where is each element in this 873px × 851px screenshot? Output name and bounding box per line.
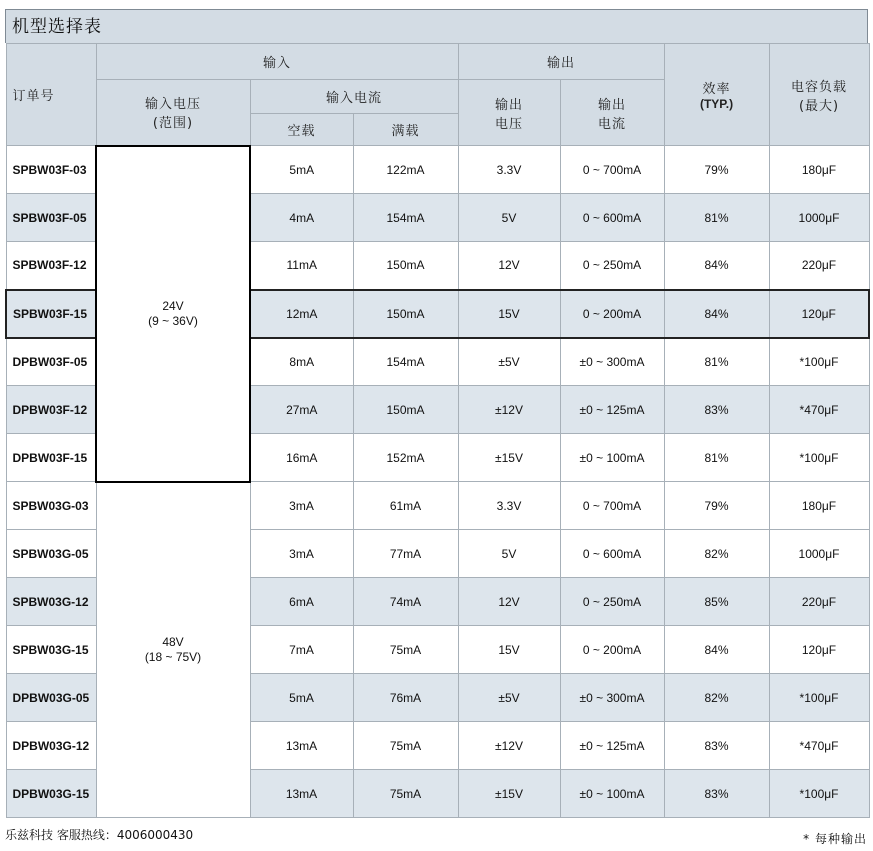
model-cell: DPBW03G-05 [6, 674, 96, 722]
efficiency-cell: 83% [664, 770, 769, 818]
output-current-cell: 0 ~ 200mA [560, 290, 664, 338]
cap-load-cell: 1000μF [769, 530, 869, 578]
model-cell: DPBW03F-15 [6, 434, 96, 482]
output-current-cell: 0 ~ 600mA [560, 194, 664, 242]
cap-load-cell: 220μF [769, 578, 869, 626]
no-load-cell: 3mA [250, 482, 353, 530]
model-cell: DPBW03G-15 [6, 770, 96, 818]
output-current-cell: 0 ~ 700mA [560, 146, 664, 194]
cap-load-cell: 220μF [769, 242, 869, 290]
model-cell: DPBW03F-12 [6, 386, 96, 434]
no-load-cell: 6mA [250, 578, 353, 626]
input-voltage-value: 48V [162, 634, 184, 649]
header-output-current [560, 80, 664, 146]
efficiency-cell: 81% [664, 338, 769, 386]
header-output-voltage-l2: 电压 [494, 116, 523, 132]
efficiency-cell: 84% [664, 626, 769, 674]
table-row [6, 146, 869, 194]
table-title: 机型选择表 [5, 9, 868, 43]
cap-load-cell: *470μF [769, 386, 869, 434]
full-load-cell: 76mA [353, 674, 458, 722]
full-load-cell: 154mA [353, 338, 458, 386]
header-input: 输入 [96, 44, 458, 80]
efficiency-cell: 81% [664, 194, 769, 242]
cap-load-cell: *100μF [769, 434, 869, 482]
header-output: 输出 [458, 44, 664, 80]
efficiency-cell: 84% [664, 242, 769, 290]
footer-hotline: 乐兹科技 客服热线：4006000430 [5, 828, 194, 842]
header-efficiency-typ: (TYP.) [699, 97, 734, 111]
output-voltage-cell: ±15V [458, 770, 560, 818]
no-load-cell: 4mA [250, 194, 353, 242]
output-voltage-cell: 5V [458, 530, 560, 578]
output-voltage-cell: 12V [458, 242, 560, 290]
cap-load-cell: 120μF [769, 626, 869, 674]
full-load-cell: 75mA [353, 770, 458, 818]
output-voltage-cell: ±12V [458, 722, 560, 770]
header-output-voltage-l1: 输出 [494, 97, 523, 113]
header-output-current-l2: 电流 [598, 116, 627, 132]
output-voltage-cell: 15V [458, 290, 560, 338]
efficiency-cell: 79% [664, 146, 769, 194]
model-cell: SPBW03F-12 [6, 242, 96, 290]
model-cell: SPBW03G-15 [6, 626, 96, 674]
no-load-cell: 12mA [250, 290, 353, 338]
table-row [6, 482, 869, 530]
output-voltage-cell: ±5V [458, 338, 560, 386]
full-load-cell: 75mA [353, 626, 458, 674]
cap-load-cell: *100μF [769, 338, 869, 386]
header-efficiency [664, 44, 769, 146]
output-voltage-cell: ±12V [458, 386, 560, 434]
header-input-current: 输入电流 [250, 80, 458, 114]
model-cell: DPBW03F-05 [6, 338, 96, 386]
model-cell: SPBW03F-15 [6, 290, 96, 338]
output-voltage-cell: ±5V [458, 674, 560, 722]
output-current-cell: 0 ~ 600mA [560, 530, 664, 578]
input-voltage-group-24v [96, 146, 250, 482]
model-selection-table-frame [5, 9, 868, 818]
output-current-cell: ±0 ~ 125mA [560, 386, 664, 434]
header-input-voltage-label: 输入电压 [144, 97, 201, 113]
header-cap-load [769, 44, 869, 146]
model-cell: SPBW03F-03 [6, 146, 96, 194]
model-selection-table [5, 43, 870, 818]
no-load-cell: 16mA [250, 434, 353, 482]
cap-load-cell: *100μF [769, 674, 869, 722]
full-load-cell: 74mA [353, 578, 458, 626]
efficiency-cell: 82% [664, 530, 769, 578]
footer-note: * 每种输出 [803, 832, 867, 846]
cap-load-cell: 1000μF [769, 194, 869, 242]
full-load-cell: 154mA [353, 194, 458, 242]
efficiency-cell: 84% [664, 290, 769, 338]
cap-load-cell: *470μF [769, 722, 869, 770]
header-cap-load-label: 电容负载 [791, 79, 848, 95]
header-order-no: 订单号 [6, 44, 96, 146]
output-current-cell: 0 ~ 250mA [560, 578, 664, 626]
model-cell: SPBW03G-03 [6, 482, 96, 530]
output-current-cell: ±0 ~ 100mA [560, 434, 664, 482]
input-voltage-range: (9 ~ 36V) [148, 313, 198, 328]
model-cell: DPBW03G-12 [6, 722, 96, 770]
header-efficiency-label: 效率 [702, 82, 731, 97]
header-full-load: 满载 [353, 114, 458, 146]
full-load-cell: 150mA [353, 242, 458, 290]
efficiency-cell: 85% [664, 578, 769, 626]
efficiency-cell: 83% [664, 386, 769, 434]
full-load-cell: 61mA [353, 482, 458, 530]
no-load-cell: 27mA [250, 386, 353, 434]
no-load-cell: 5mA [250, 146, 353, 194]
full-load-cell: 77mA [353, 530, 458, 578]
output-current-cell: ±0 ~ 300mA [560, 338, 664, 386]
input-voltage-value: 24V [162, 298, 184, 313]
full-load-cell: 150mA [353, 290, 458, 338]
output-voltage-cell: 15V [458, 626, 560, 674]
no-load-cell: 11mA [250, 242, 353, 290]
full-load-cell: 150mA [353, 386, 458, 434]
no-load-cell: 7mA [250, 626, 353, 674]
efficiency-cell: 82% [664, 674, 769, 722]
output-current-cell: 0 ~ 250mA [560, 242, 664, 290]
output-current-cell: 0 ~ 700mA [560, 482, 664, 530]
efficiency-cell: 81% [664, 434, 769, 482]
output-voltage-cell: ±15V [458, 434, 560, 482]
output-current-cell: ±0 ~ 125mA [560, 722, 664, 770]
full-load-cell: 152mA [353, 434, 458, 482]
input-voltage-group-48v [96, 482, 250, 818]
cap-load-cell: 120μF [769, 290, 869, 338]
header-input-voltage-range: (范围) [152, 116, 194, 132]
model-cell: SPBW03F-05 [6, 194, 96, 242]
model-cell: SPBW03G-05 [6, 530, 96, 578]
header-output-current-l1: 输出 [598, 97, 627, 113]
header-cap-load-max: (最大) [798, 98, 840, 114]
output-voltage-cell: 3.3V [458, 482, 560, 530]
full-load-cell: 122mA [353, 146, 458, 194]
header-output-voltage [458, 80, 560, 146]
full-load-cell: 75mA [353, 722, 458, 770]
input-voltage-range: (18 ~ 75V) [144, 649, 202, 664]
output-current-cell: ±0 ~ 100mA [560, 770, 664, 818]
no-load-cell: 13mA [250, 722, 353, 770]
output-voltage-cell: 12V [458, 578, 560, 626]
no-load-cell: 8mA [250, 338, 353, 386]
no-load-cell: 13mA [250, 770, 353, 818]
header-input-voltage [96, 80, 250, 146]
cap-load-cell: 180μF [769, 482, 869, 530]
output-voltage-cell: 5V [458, 194, 560, 242]
cap-load-cell: *100μF [769, 770, 869, 818]
efficiency-cell: 83% [664, 722, 769, 770]
no-load-cell: 5mA [250, 674, 353, 722]
model-cell: SPBW03G-12 [6, 578, 96, 626]
header-no-load: 空载 [250, 114, 353, 146]
output-voltage-cell: 3.3V [458, 146, 560, 194]
no-load-cell: 3mA [250, 530, 353, 578]
output-current-cell: 0 ~ 200mA [560, 626, 664, 674]
output-current-cell: ±0 ~ 300mA [560, 674, 664, 722]
cap-load-cell: 180μF [769, 146, 869, 194]
efficiency-cell: 79% [664, 482, 769, 530]
